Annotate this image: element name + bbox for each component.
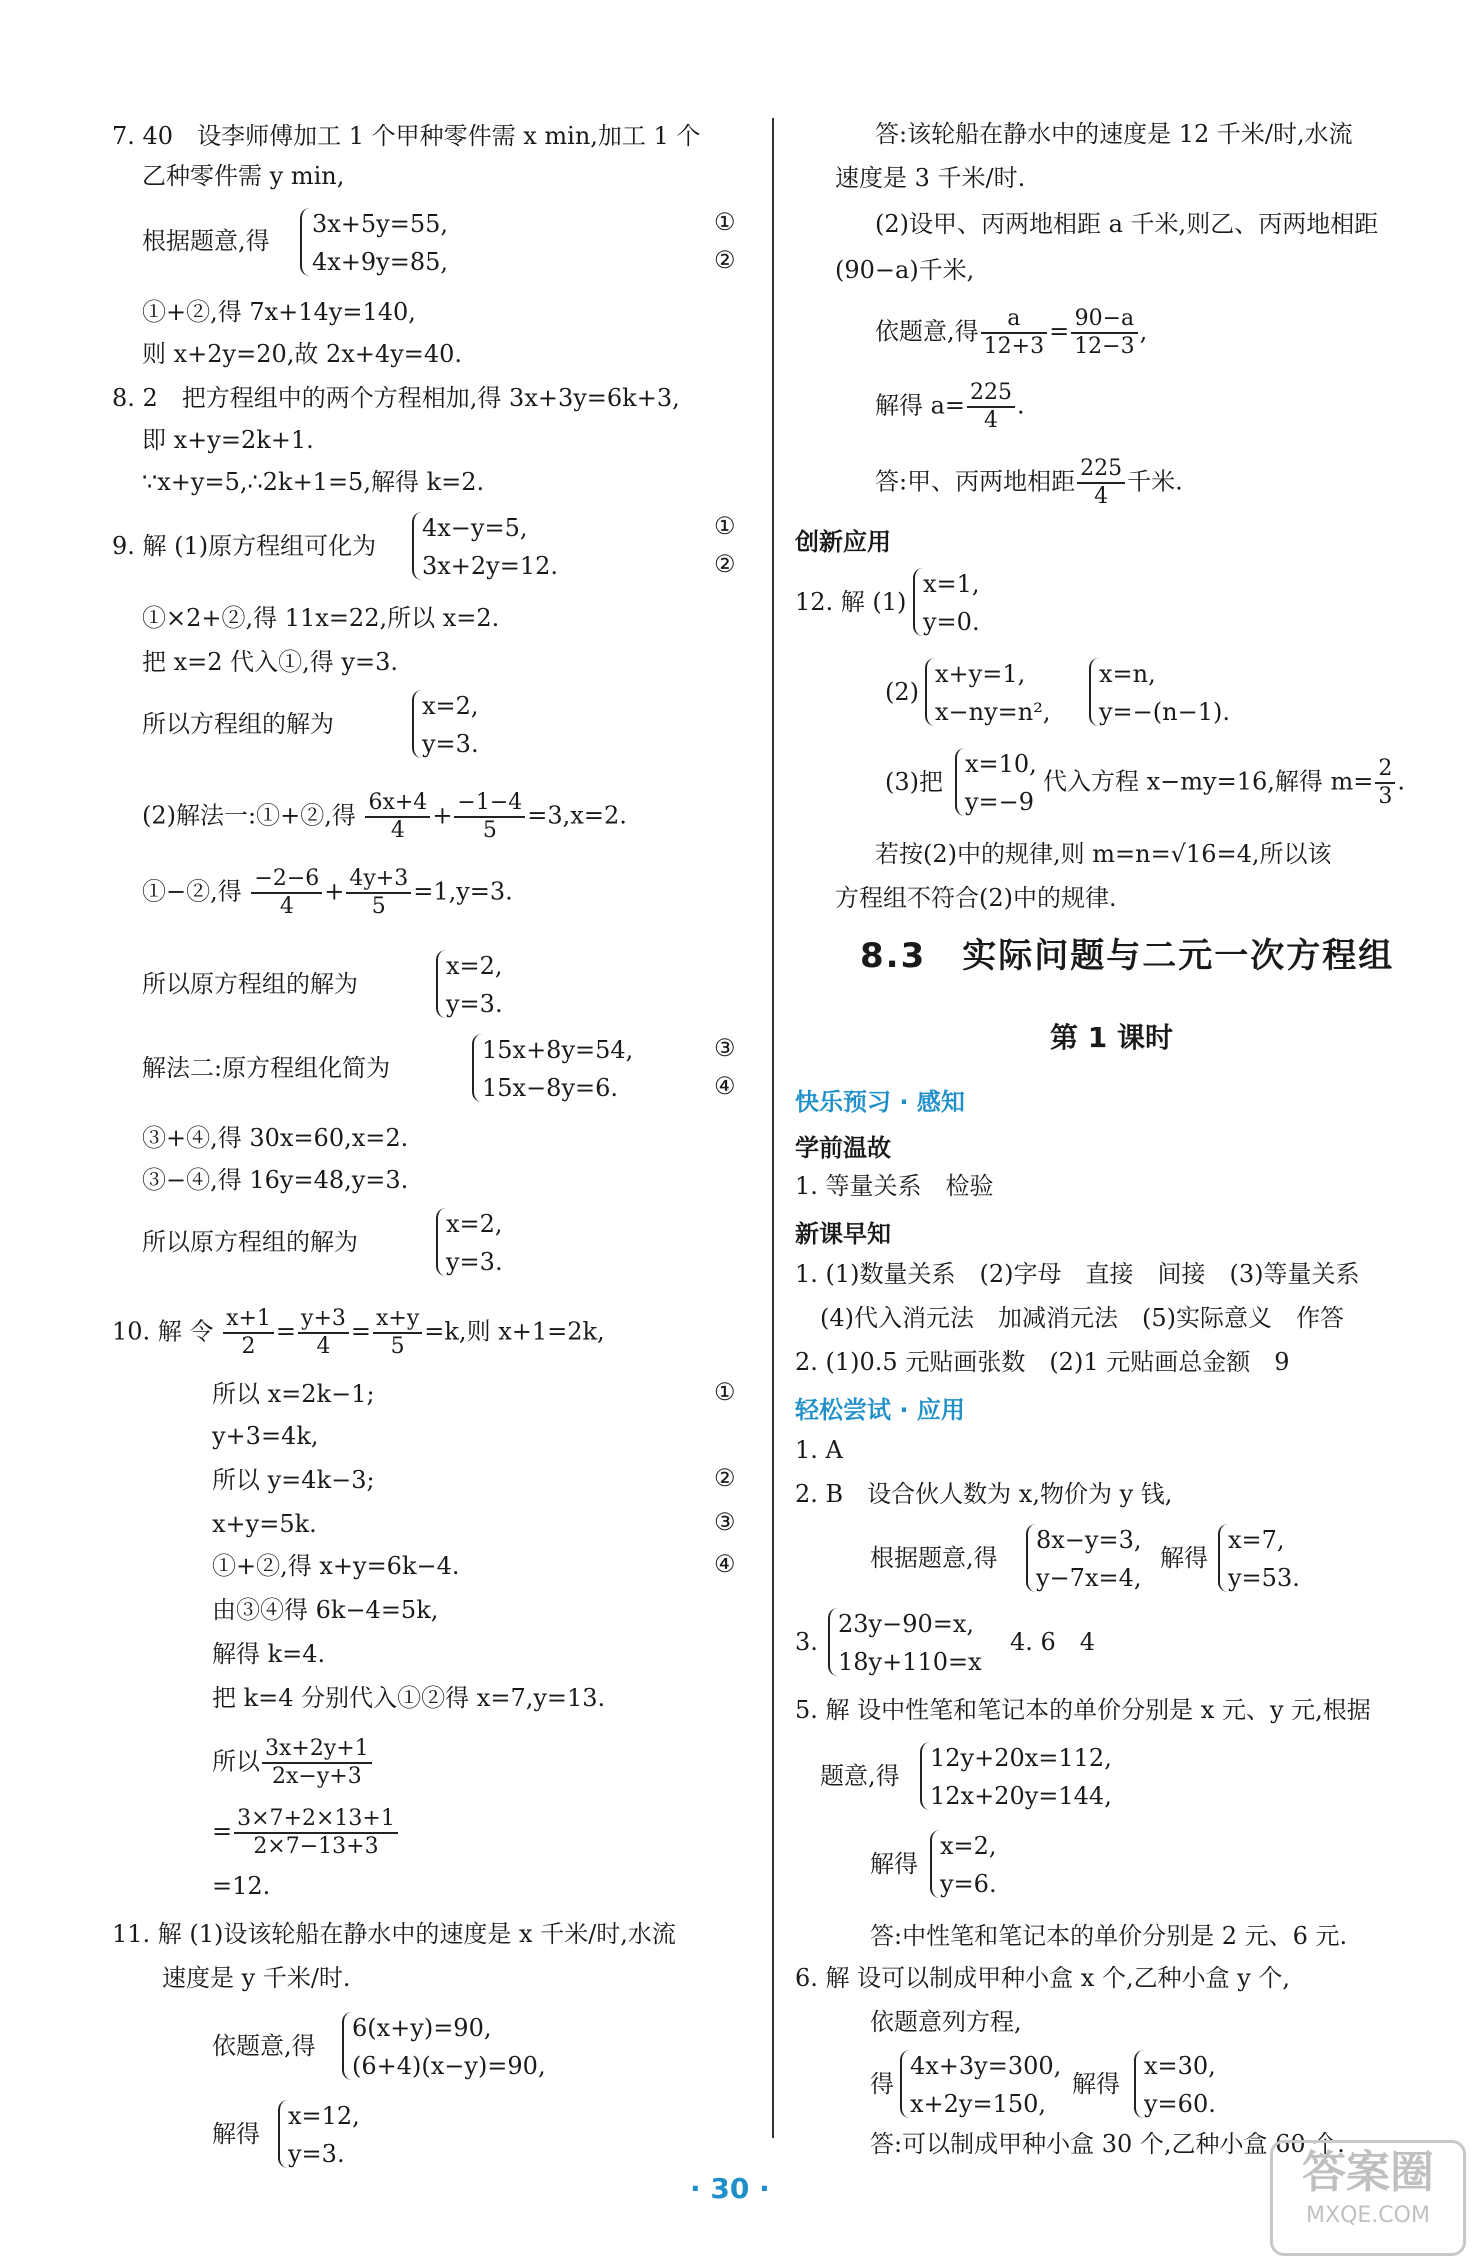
numerator: a [981,306,1047,334]
brace [913,568,923,636]
brace [828,1608,838,1676]
q7-line4: ①+②,得 7x+14y=140, [142,298,416,326]
q9-line3: 把 x=2 代入①,得 y=3. [142,648,398,676]
watermark-logo [1270,2140,1466,2256]
circle-mark: ③ [714,1034,736,1062]
eq: 3x+5y=55, [312,210,449,238]
denominator: 4 [1094,484,1109,509]
eq: 4x+3y=300, [910,2052,1062,2080]
q10-line: ①+②,得 x+y=6k−4. [212,1552,460,1580]
heading-preview: 快乐预习 · 感知 [795,1088,965,1116]
numerator: 4y+3 [346,866,411,894]
q11-solve: 解得 a= $\frac{225}{4}$ . [875,380,1025,433]
q9-line: ③−④,得 16y=48,y=3. [142,1166,409,1194]
eq: x−ny=n², [935,698,1051,726]
q12-line2: (2) [885,678,919,706]
denominator: 4 [390,818,405,843]
review-answer: 1. 等量关系 检验 [795,1172,994,1200]
brace [436,950,446,1018]
brace [436,1208,446,1276]
section-title: 8.3 实际问题与二元一次方程组 [860,936,1395,976]
text: 所以 [212,1747,260,1776]
eq: y=3. [446,990,503,1018]
eq: 4x−y=5, [422,514,528,542]
fraction [251,866,322,920]
denominator: 5 [482,818,497,843]
q9-line2: ①×2+②,得 11x=22,所以 x=2. [142,604,500,632]
text: 解得 [1160,1544,1208,1572]
newlesson-1: 1. (1)数量关系 (2)字母 直接 间接 (3)等量关系 [795,1260,1360,1288]
fraction [981,306,1047,360]
brace [472,1034,482,1102]
q9-line4: 所以方程组的解为 [142,710,334,738]
newlesson-2: 2. (1)0.5 元贴画张数 (2)1 元贴画总金额 9 [795,1348,1290,1376]
try-3: 3. [795,1628,818,1656]
brace [1026,1524,1036,1592]
try-5: 5. 解 设中性笔和笔记本的单价分别是 x 元、y 元,根据 [795,1696,1371,1724]
brace [920,1742,930,1810]
eq: 12y+20x=112, [930,1744,1112,1772]
eq: (6+4)(x−y)=90, [352,2052,546,2080]
eq: y=−9 [965,788,1035,816]
eq: y=3. [422,730,479,758]
denominator: 12+3 [983,334,1045,359]
brace [412,690,422,758]
text: 解得 a= [875,391,966,420]
watermark-url: MXQE.COM [1306,2203,1430,2228]
denominator: 12−3 [1074,334,1135,359]
q11-part2: (2)设甲、丙两地相距 a 千米,则乙、丙两地相距 [875,210,1379,238]
eq: 6(x+y)=90, [352,2014,492,2042]
numerator: 225 [1077,456,1125,484]
fraction [1077,456,1125,510]
eq: y=60. [1144,2090,1216,2118]
circle-mark: ③ [714,1508,736,1536]
denominator: 4 [316,1334,331,1359]
denominator: 2×7−13+3 [253,1834,379,1859]
text: 答:甲、丙两地相距 [875,467,1076,496]
brace [955,748,965,816]
q11-part2b: (90−a)千米, [835,256,975,284]
eq: x=2, [446,1210,503,1238]
fraction [234,1806,398,1860]
newlesson-1b: (4)代入消元法 加减消元法 (5)实际意义 作答 [820,1304,1344,1332]
numerator: 90−a [1071,306,1137,334]
circle-mark: ② [714,550,736,578]
numerator: 6x+4 [365,790,430,818]
eq: x=30, [1144,2052,1216,2080]
q10-line [212,1736,374,1790]
fraction [454,790,525,844]
denominator: 5 [390,1334,405,1359]
q10-line: x+y=5k. [212,1510,317,1538]
q11-line3: 依题意,得 [212,2032,316,2060]
eq: y=−(n−1). [1099,698,1230,726]
heading-try: 轻松尝试 · 应用 [795,1396,965,1424]
fraction [373,1306,422,1360]
numerator: −2−6 [251,866,322,894]
q9-sol2: 所以原方程组的解为 [142,1228,358,1256]
denominator: 2 [241,1334,256,1359]
numerator: 3×7+2×13+1 [234,1806,398,1834]
column-divider [772,118,774,2138]
brace [278,2100,288,2168]
circle-mark: ② [714,1464,736,1492]
fraction [1071,306,1137,360]
eq: x=2, [446,952,503,980]
fraction [346,866,411,920]
text: =3,x=2. [527,801,627,830]
q11-line2: 速度是 y 千米/时. [162,1964,351,1992]
eq: 23y−90=x, [838,1610,975,1638]
eq: y=3. [288,2140,345,2168]
q10-line: = $\frac{3\times 7+2\times 13+1}{2\times 7-13+3}$ [212,1806,400,1860]
q9-method2: 解法二:原方程组化简为 [142,1054,391,1082]
circle-mark: ④ [714,1550,736,1578]
brace [930,1830,940,1898]
text: =1,y=3. [413,877,513,906]
denominator: 3 [1378,784,1393,809]
eq: 4x+9y=85, [312,248,449,276]
q10-line: =12. [212,1872,271,1900]
eq: 15x−8y=6. [482,1074,619,1102]
lesson-title: 第 1 课时 [1050,1021,1173,1054]
page-number: · 30 · [690,2172,770,2205]
try-4: 4. 6 4 [1010,1628,1096,1656]
q10-line: 解得 k=4. [212,1640,326,1668]
denominator: 4 [279,894,294,919]
q7-line5: 则 x+2y=20,故 2x+4y=40. [142,340,463,368]
denominator: 4 [984,408,999,433]
circle-mark: ② [714,246,736,274]
q11-answer: 答:该轮船在静水中的速度是 12 千米/时,水流 [875,120,1353,148]
numerator: 2 [1375,756,1395,784]
eq: x=12, [288,2102,360,2130]
fraction [223,1306,274,1360]
try-5b: 题意,得 [820,1762,900,1790]
try-6c: 得 [870,2070,894,2098]
eq: 15x+8y=54, [482,1036,634,1064]
heading-create: 创新应用 [795,528,891,556]
q11-answer3 [875,456,1183,510]
q7-line2: 乙种零件需 y min, [142,162,345,190]
fraction [262,1736,372,1790]
heading-newlesson: 新课早知 [795,1220,891,1248]
q8-line2: 即 x+y=2k+1. [142,426,314,454]
fraction [365,790,430,844]
try-2: 2. B 设合伙人数为 x,物价为 y 钱, [795,1480,1173,1508]
try-1: 1. A [795,1436,843,1464]
text: 代入方程 x−my=16,解得 m= [1043,767,1374,796]
fraction [298,1306,349,1360]
eq: x=n, [1099,660,1156,688]
q12-line1: 12. 解 (1) [795,588,907,616]
eq: 3x+2y=12. [422,552,559,580]
try-5c: 解得 [870,1850,918,1878]
text: 千米. [1127,467,1183,496]
text: ①−②,得 [142,877,242,906]
brace [1089,658,1099,726]
q10-line: 由③④得 6k−4=5k, [212,1596,439,1624]
eq: x+2y=150, [910,2090,1047,2118]
denominator: 2x−y+3 [272,1764,362,1789]
q11-eq: 依题意,得 $\frac{a}{12+3}$ = $\frac{90-a}{12-3}$ , [875,306,1148,359]
q11-line4: 解得 [212,2120,260,2148]
q9-line1: 9. 解 (1)原方程组可化为 [112,532,377,560]
brace [300,208,310,276]
eq: y=3. [446,1248,503,1276]
try-6d: 答:可以制成甲种小盒 30 个,乙种小盒 60 个. [870,2130,1345,2158]
numerator: 3x+2y+1 [262,1736,372,1764]
brace [900,2050,910,2118]
eq: y=6. [940,1870,997,1898]
q7-line3: 根据题意,得 [142,227,270,255]
text: 解得 [1072,2070,1120,2098]
brace [1218,1524,1228,1592]
eq: x=7, [1228,1526,1285,1554]
numerator: y+3 [298,1306,349,1334]
q12-line3b: 代入方程 x−my=16,解得 m= $\frac{2}{3}$ . [1043,756,1406,809]
try-5d: 答:中性笔和笔记本的单价分别是 2 元、6 元. [870,1922,1348,1950]
fraction [967,380,1015,434]
q9-method1: (2)解法一:①+②,得 $\frac{6x+4}{4}$ + $\frac{-1-4}{5}$ =3,x=2. [142,790,627,843]
circle-mark: ④ [714,1072,736,1100]
fraction [1375,756,1395,810]
eq: 8x−y=3, [1036,1526,1142,1554]
numerator: x+y [373,1306,422,1334]
circle-mark: ① [714,1378,736,1406]
eq: x=1, [923,570,980,598]
numerator: −1−4 [454,790,525,818]
q10-line: y+3=4k, [212,1422,319,1450]
brace [925,658,935,726]
q8-line1: 8. 2 把方程组中的两个方程相加,得 3x+3y=6k+3, [112,384,680,412]
q8-line3: ∵x+y=5,∴2k+1=5,解得 k=2. [142,468,485,496]
text: =k,则 x+1=2k, [424,1317,605,1346]
denominator: 5 [371,894,386,919]
q10-line: 所以 x=2k−1; [212,1380,375,1408]
q9-line: ③+④,得 30x=60,x=2. [142,1124,409,1152]
q9-sol: 所以原方程组的解为 [142,970,358,998]
text: (2)解法一:①+②,得 [142,801,356,830]
eq: 12x+20y=144, [930,1782,1112,1810]
q9-method1b: ①−②,得 $\frac{-2-6}{4}$ + $\frac{4y+3}{5}$ =1,y=3. [142,866,513,919]
try-6: 6. 解 设可以制成甲种小盒 x 个,乙种小盒 y 个, [795,1964,1291,1992]
text: 依题意,得 [875,317,979,346]
text: 10. 解 令 [112,1317,214,1346]
circle-mark: ① [714,512,736,540]
eq: x=10, [965,750,1037,778]
brace [342,2012,352,2080]
eq: x=2, [940,1832,997,1860]
numerator: x+1 [223,1306,274,1334]
q12-line4: 若按(2)中的规律,则 m=n=√16=4,所以该 [875,840,1332,868]
eq: x+y=1, [935,660,1026,688]
watermark-text: 答案圈 [1302,2147,1434,2198]
q10-line: 把 k=4 分别代入①②得 x=7,y=13. [212,1684,606,1712]
q12-line5: 方程组不符合(2)中的规律. [835,884,1117,912]
eq: x=2, [422,692,479,720]
eq: 18y+110=x [838,1648,982,1676]
try-2b: 根据题意,得 [870,1544,998,1572]
circle-mark: ① [714,208,736,236]
eq: y=53. [1228,1564,1300,1592]
heading-review: 学前温故 [795,1134,891,1162]
eq: y−7x=4, [1036,1564,1142,1592]
q10-line1: 10. 解 令 $\frac{x+1}{2}$ = $\frac{y+3}{4}$ = $\frac{x+y}{5}$ =k,则 x+1=2k, [112,1306,605,1359]
q7-line1: 7. 40 设李师傅加工 1 个甲种零件需 x min,加工 1 个 [112,122,701,150]
try-6b: 依题意列方程, [870,2008,1022,2036]
brace [1134,2050,1144,2118]
q11-line1: 11. 解 (1)设该轮船在静水中的速度是 x 千米/时,水流 [112,1920,676,1948]
q11-answer2: 速度是 3 千米/时. [835,164,1026,192]
q12-line3: (3)把 [885,768,943,796]
eq: y=0. [923,608,980,636]
q10-line: 所以 y=4k−3; [212,1466,375,1494]
numerator: 225 [967,380,1015,408]
brace [412,512,422,580]
